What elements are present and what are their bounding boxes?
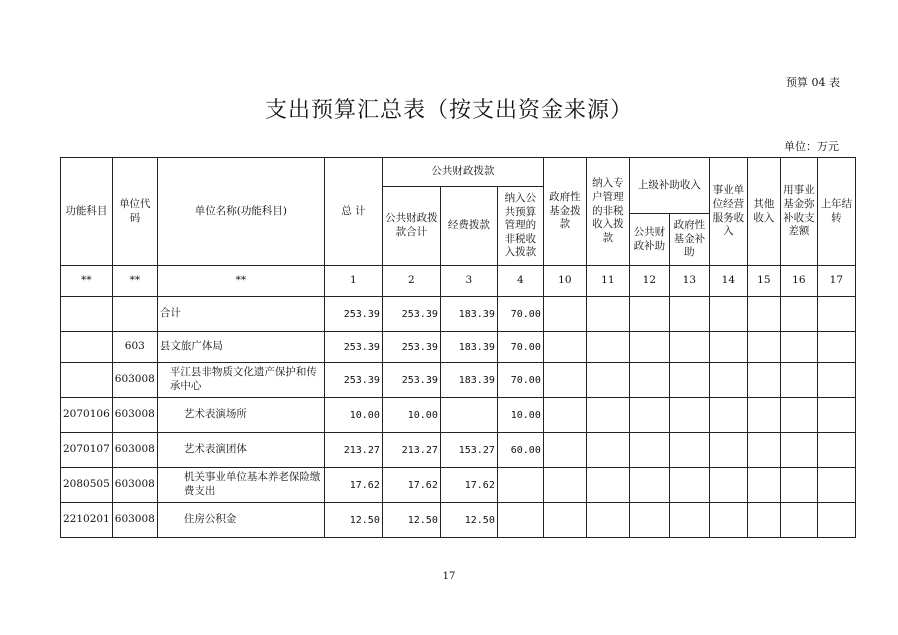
public-fiscal-total-cell: 253.39 — [382, 297, 440, 332]
public-fiscal-total-cell: 17.62 — [382, 468, 440, 503]
nontax-cell: 70.00 — [497, 332, 543, 363]
header-gov-fund-subsidy: 政府性基金补助 — [669, 214, 709, 266]
table-row — [61, 468, 856, 503]
func-code-cell: 2070107 — [61, 433, 113, 468]
index-cell: ** — [157, 266, 324, 297]
unit-code-cell: 603008 — [112, 503, 157, 538]
table-row — [61, 503, 856, 538]
header-gov-fund: 政府性基金拨款 — [543, 158, 586, 266]
nontax-cell — [497, 503, 543, 538]
total-cell: 253.39 — [324, 332, 382, 363]
unit-code-cell: 603008 — [112, 398, 157, 433]
header-special-nontax: 纳入专户管理的非税收入拨款 — [586, 158, 629, 266]
index-cell: ** — [112, 266, 157, 297]
page-title: 支出预算汇总表（按支出资金来源） — [264, 98, 633, 123]
public-fiscal-total-cell: 253.39 — [382, 332, 440, 363]
nontax-cell: 10.00 — [497, 398, 543, 433]
header-unit-name: 单位名称(功能科目) — [157, 158, 324, 266]
func-code-cell — [61, 332, 113, 363]
index-cell: 16 — [780, 266, 817, 297]
unit-code-cell: 603008 — [112, 363, 157, 398]
expense-cell: 183.39 — [440, 297, 497, 332]
unit-code-cell — [112, 297, 157, 332]
header-unit-code: 单位代码 — [112, 158, 157, 266]
public-fiscal-total-cell: 10.00 — [382, 398, 440, 433]
func-code-cell: 2070106 — [61, 398, 113, 433]
expense-cell: 153.27 — [440, 433, 497, 468]
index-cell: 10 — [543, 266, 586, 297]
header-superior-subsidy: 上级补助收入 — [629, 158, 709, 214]
form-number: 预算 04 表 — [786, 76, 840, 89]
expense-cell: 183.39 — [440, 332, 497, 363]
index-cell: ** — [61, 266, 113, 297]
unit-name-cell: 合计 — [157, 297, 324, 332]
unit-name-cell: 住房公积金 — [157, 503, 324, 538]
header-public-fiscal-subsidy: 公共财政补助 — [629, 214, 669, 266]
unit-name-cell: 平江县非物质文化遗产保护和传承中心 — [157, 363, 324, 398]
table-row — [61, 332, 856, 363]
index-cell: 14 — [709, 266, 747, 297]
table-row — [61, 297, 856, 332]
unit-name-cell: 机关事业单位基本养老保险缴费支出 — [157, 468, 324, 503]
header-carryover: 上年结转 — [817, 158, 855, 266]
header-other-income: 其他收入 — [747, 158, 780, 266]
index-cell: 3 — [440, 266, 497, 297]
unit-label: 单位：万元 — [784, 140, 839, 153]
index-cell: 15 — [747, 266, 780, 297]
header-expense: 经费拨款 — [440, 187, 497, 266]
table-row — [61, 398, 856, 433]
total-cell: 253.39 — [324, 297, 382, 332]
nontax-cell: 60.00 — [497, 433, 543, 468]
expense-cell — [440, 398, 497, 433]
func-code-cell: 2080505 — [61, 468, 113, 503]
expense-cell: 17.62 — [440, 468, 497, 503]
unit-code-cell: 603 — [112, 332, 157, 363]
table-row — [61, 433, 856, 468]
index-cell: 13 — [669, 266, 709, 297]
index-cell: 4 — [497, 266, 543, 297]
budget-table — [60, 157, 856, 538]
table-row — [61, 363, 856, 398]
public-fiscal-total-cell: 253.39 — [382, 363, 440, 398]
public-fiscal-total-cell: 12.50 — [382, 503, 440, 538]
index-cell: 2 — [382, 266, 440, 297]
index-row — [61, 266, 856, 297]
header-business-income: 事业单位经营服务收入 — [709, 158, 747, 266]
unit-name-cell: 艺术表演团体 — [157, 433, 324, 468]
nontax-cell: 70.00 — [497, 363, 543, 398]
nontax-cell — [497, 468, 543, 503]
index-cell: 17 — [817, 266, 855, 297]
func-code-cell — [61, 297, 113, 332]
index-cell: 12 — [629, 266, 669, 297]
total-cell: 12.50 — [324, 503, 382, 538]
page-number: 17 — [442, 571, 456, 582]
header-total: 总 计 — [324, 158, 382, 266]
total-cell: 10.00 — [324, 398, 382, 433]
index-cell: 1 — [324, 266, 382, 297]
unit-code-cell: 603008 — [112, 433, 157, 468]
nontax-cell: 70.00 — [497, 297, 543, 332]
unit-name-cell: 县文旅广体局 — [157, 332, 324, 363]
total-cell: 213.27 — [324, 433, 382, 468]
expense-cell: 12.50 — [440, 503, 497, 538]
func-code-cell: 2210201 — [61, 503, 113, 538]
unit-code-cell: 603008 — [112, 468, 157, 503]
header-fund-balance: 用事业基金弥补收支差额 — [780, 158, 817, 266]
header-public-fiscal: 公共财政拨款 — [382, 158, 543, 187]
total-cell: 253.39 — [324, 363, 382, 398]
expense-cell: 183.39 — [440, 363, 497, 398]
header-nontax: 纳入公共预算管理的非税收入拨款 — [497, 187, 543, 266]
header-func-code: 功能科目 — [61, 158, 113, 266]
index-cell: 11 — [586, 266, 629, 297]
header-public-fiscal-total: 公共财政拨款合计 — [382, 187, 440, 266]
total-cell: 17.62 — [324, 468, 382, 503]
unit-name-cell: 艺术表演场所 — [157, 398, 324, 433]
public-fiscal-total-cell: 213.27 — [382, 433, 440, 468]
func-code-cell — [61, 363, 113, 398]
